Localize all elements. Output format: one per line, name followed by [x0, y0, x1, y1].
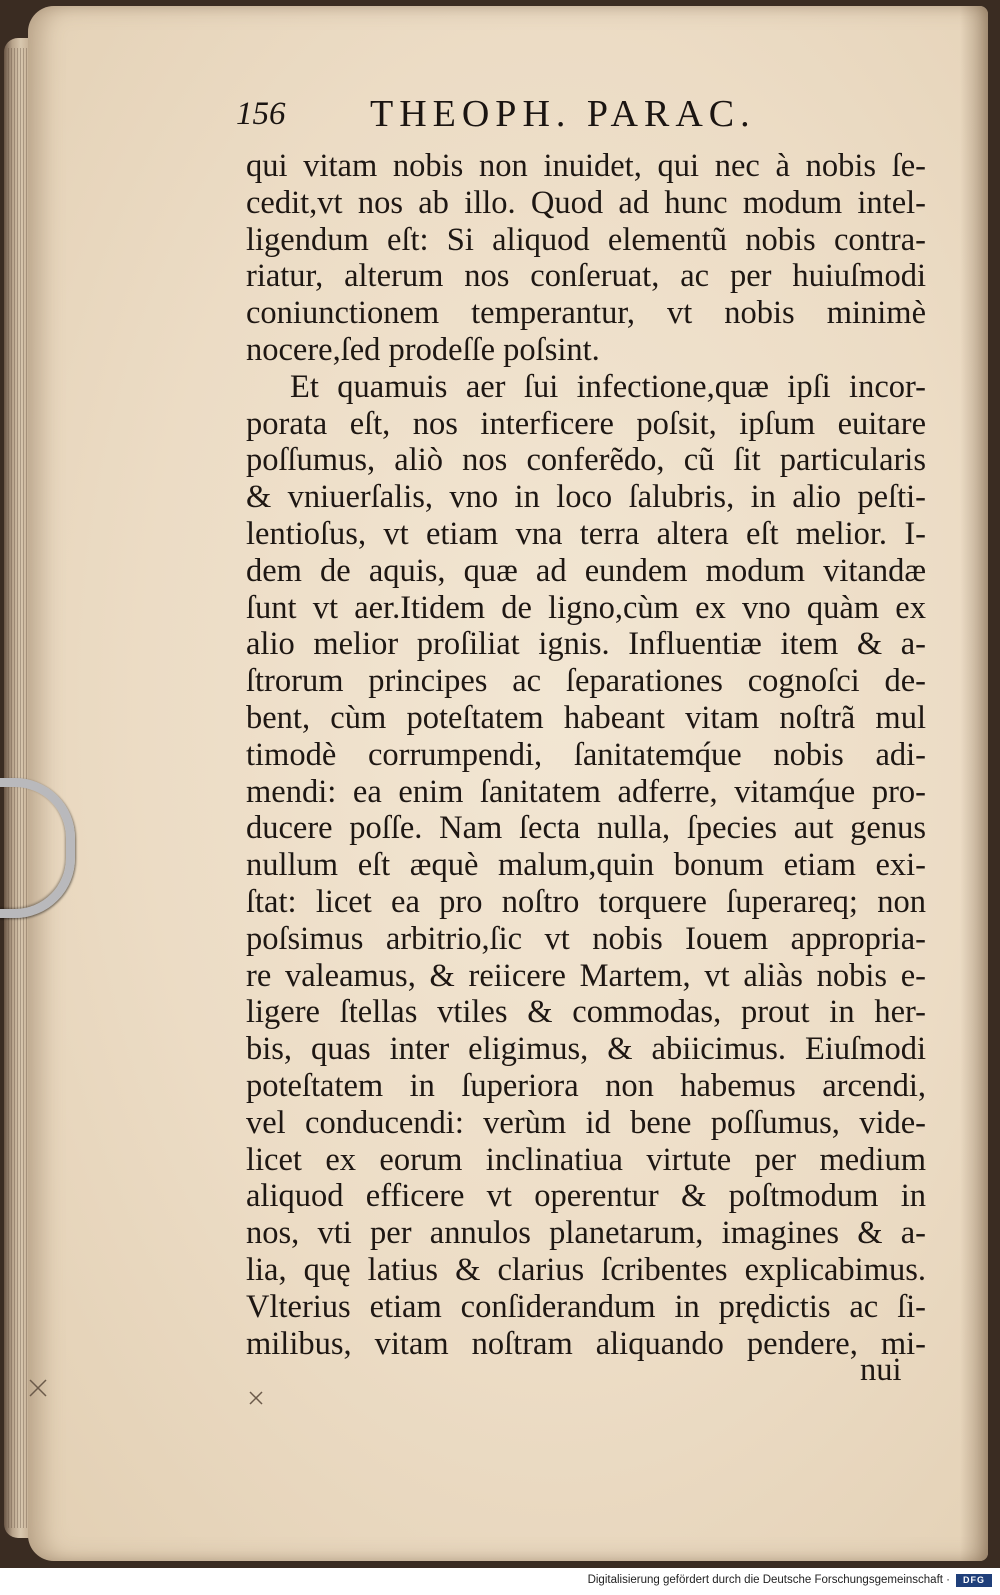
- text-line: ducere poſſe. Nam ſecta nulla, ſpecies aut genus: [246, 810, 926, 847]
- text-line: nocere,ſed prodeſſe poſsint.: [246, 331, 600, 368]
- text-line: ſunt vt aer.Itidem de ligno,cùm ex vno quàm ex: [246, 589, 926, 626]
- text-line: timodè corrumpendi, ſanitatemq́ue nobis adi-: [246, 736, 926, 773]
- text-line: bis, quas inter eligimus, & abiicimus. Eiuſmodi: [246, 1031, 926, 1068]
- dfg-logo: DFG: [956, 1574, 992, 1587]
- text-line: mendi: ea enim ſanitatem adferre, vitamq́ue pro-: [246, 773, 926, 810]
- text-line: dem de aquis, quæ ad eundem modum vitandæ: [246, 552, 926, 589]
- text-line: nullum eſt æquè malum,quin bonum etiam exi-: [246, 847, 926, 884]
- text-line: porata eſt, nos interficere poſsit, ipſum euitare: [246, 405, 926, 442]
- page-number: 156: [236, 96, 286, 132]
- text-line: ſtrorum principes ac ſeparationes cognoſci de-: [246, 663, 926, 700]
- text-line: ligere ſtellas vtiles & commodas, prout in her-: [246, 994, 926, 1031]
- corner-crop-mark: [30, 1380, 262, 1404]
- text-line: bent, cùm poteſtatem habeant vitam noſtrã mul: [246, 699, 926, 736]
- text-line: alio melior proſiliat ignis. Influentiæ item & a-: [246, 626, 926, 663]
- text-line: aliquod efficere vt operentur & poſtmodum in: [246, 1178, 926, 1215]
- text-line: poteſtatem in ſuperiora non habemus arcendi,: [246, 1067, 926, 1104]
- digitization-credit: Digitalisierung gefördert durch die Deutsche Forschungsgemeinschaft ·: [587, 1574, 950, 1586]
- catchword: nui: [860, 1352, 902, 1388]
- text-line: Vlterius etiam conſiderandum in prędictis ac ſi-: [246, 1288, 926, 1325]
- text-line: milibus, vitam noſtram aliquando pendere, mi-: [246, 1325, 926, 1362]
- text-line: licet ex eorum inclinatiua virtute per medium: [246, 1141, 926, 1178]
- running-head: THEOPH. PARAC.: [370, 93, 756, 135]
- text-line: vel conducendi: verùm id bene poſſumus, vide-: [246, 1104, 926, 1141]
- text-line: ligendum eſt: Si aliquod elementũ nobis contra-: [246, 221, 926, 258]
- text-line: lentioſus, vt etiam vna terra altera eſt melior. I-: [246, 515, 926, 552]
- text-line: ſtat: licet ea pro noſtro torquere ſuperareq; non: [246, 883, 926, 920]
- text-line: cedit,vt nos ab illo. Quod ad hunc modum intel-: [246, 184, 926, 221]
- text-line: lia, quę latius & clarius ſcribentes explicabimus.: [246, 1251, 926, 1288]
- text-line: nos, vti per annulos planetarum, imagines & a-: [246, 1215, 926, 1252]
- text-line: Et quamuis aer ſui infectione,quæ ipſi incor-: [290, 368, 926, 405]
- text-line: qui vitam nobis non inuidet, qui nec à nobis ſe-: [246, 148, 926, 184]
- text-line: riatur, alterum nos conſeruat, ac per huiuſmodi: [246, 258, 926, 295]
- text-line: poſsimus arbitrio,ſic vt nobis Iouem appropria-: [246, 920, 926, 957]
- text-line: poſſumus, aliò nos conferẽdo, cũ ſit particularis: [246, 442, 926, 479]
- text-line: re valeamus, & reiicere Martem, vt aliàs nobis e-: [246, 957, 926, 994]
- text-line: & vniuerſalis, vno in loco ſalubris, in alio peſti-: [246, 479, 926, 516]
- text-line: coniunctionem temperantur, vt nobis minimè: [246, 295, 926, 332]
